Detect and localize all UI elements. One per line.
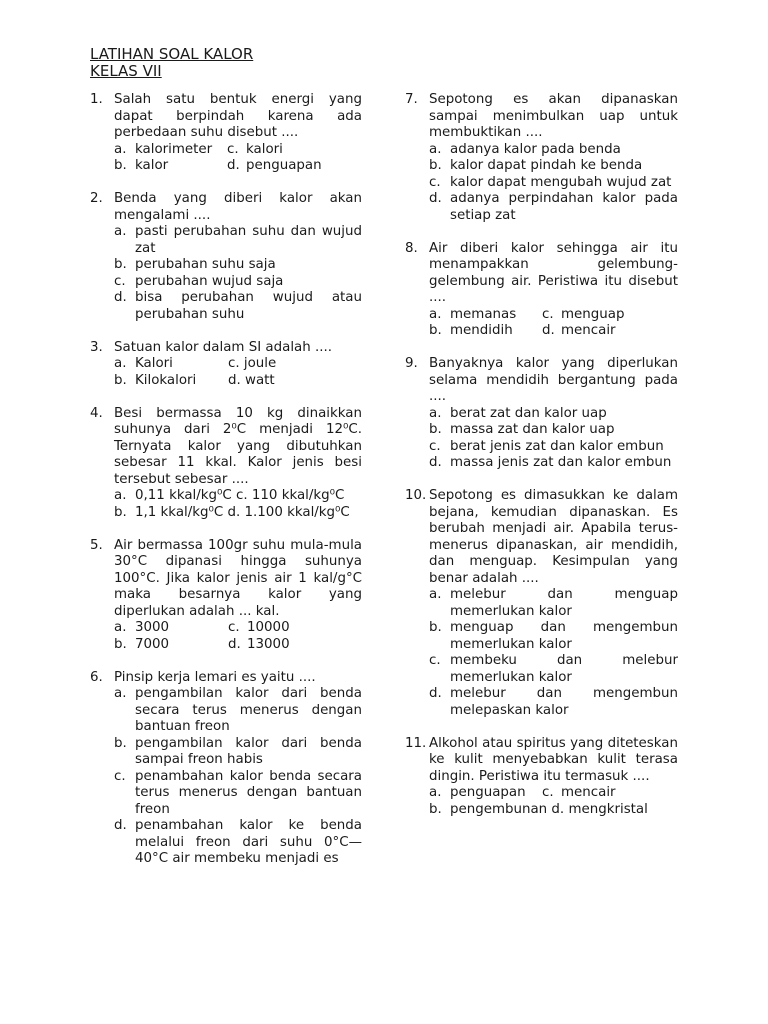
option-text: penguapan [450,785,526,800]
option-letter: a. [429,405,442,421]
option-letter: b. [429,323,442,338]
option-letter: d. [114,818,127,833]
question-text: Banyaknya kalor yang diperlukan selama mendidih bergantung pada .... [429,356,678,404]
option-text: pengembunan d. mengkristal [450,801,648,817]
option-letter: b. [429,620,442,635]
option-d [228,637,290,654]
option-b [429,620,678,653]
option-text: 7000 [135,636,170,652]
option-letter: d. [542,323,555,338]
option-text: Kalori [135,356,173,371]
option-letter: a. [114,488,127,503]
question-number: 6. [90,669,103,685]
option-d [114,818,362,868]
option-row [114,373,362,390]
option-c [228,356,276,373]
option-a [114,686,362,736]
option-c [542,307,624,324]
option-text: menguap dan mengembun memerlukan kalor [450,620,678,652]
option-text: 10000 [247,620,290,635]
right-column [405,92,678,835]
option-letter: b. [114,504,127,520]
question-number: 5. [90,537,103,553]
question-5 [90,538,362,654]
option-text: melebur dan menguap memerlukan kalor [450,587,678,619]
option-text: kalor [135,158,169,173]
option-d [429,191,678,224]
option-text: adanya kalor pada benda [450,141,621,157]
option-row [429,307,678,324]
option-a [429,785,542,802]
option-letter: a. [114,356,127,371]
option-list [429,142,678,225]
option-row [114,158,362,175]
option-a [429,307,542,324]
option-letter: a. [429,587,442,602]
option-c [228,620,290,637]
option-row [114,637,362,654]
option-text: adanya perpindahan kalor pada setiap zat [450,191,678,223]
option-letter: c. [228,620,240,635]
option-text: mendidih [450,323,513,338]
option-list [429,587,678,719]
option-text: perubahan suhu saja [135,257,276,272]
option-letter: c. [542,306,554,322]
option-c [114,769,362,819]
option-c [227,142,283,159]
option-list [114,488,362,521]
option-letter: c. [429,653,441,668]
question-7 [405,92,678,224]
question-text: Salah satu bentuk energi yang dapat berpindah karena ada perbedaan suhu disebut .... [114,92,362,140]
option-b [114,505,362,522]
option-b [429,158,678,175]
option-letter: b. [114,372,127,388]
question-number: 8. [405,240,418,256]
option-b [114,158,227,175]
question-text: Air diberi kalor sehingga air itu menampakkan gelembung-gelembung air. Peristiwa itu disebut .... [429,240,678,305]
option-letter: d. [429,191,442,206]
option-letter: a. [114,224,127,239]
question-text: Satuan kalor dalam SI adalah .... [114,339,333,355]
option-text: penambahan kalor ke benda melalui freon dari suhu 0°C—40°C air membeku menjadi es [135,818,362,866]
question-text: Sepotong es dimasukkan ke dalam bejana, kemudian dipanaskan. Es berubah menjadi air. Apabila terus-menerus dipanaskan, air mendidih, dan menguap. Kesimpulan yang benar adalah .... [429,488,678,586]
question-9 [405,356,678,472]
option-text: d. watt [228,372,275,388]
option-text: Kilokalori [135,372,197,388]
option-letter: b. [114,158,127,173]
option-a [114,356,228,373]
left-column [90,92,362,884]
title-line-1: LATIHAN SOAL KALOR [90,45,254,63]
option-a [114,224,362,257]
option-b [429,422,678,439]
option-text: massa jenis zat dan kalor embun [450,455,672,470]
option-letter: a. [114,141,127,157]
option-d [429,455,678,472]
option-row [429,323,678,340]
option-letter: b. [114,257,127,272]
question-text: Benda yang diberi kalor akan mengalami .... [114,191,362,223]
option-letter: d. [227,158,240,173]
question-number: 2. [90,191,103,206]
option-text: 13000 [247,636,290,652]
option-letter: d. [228,636,241,652]
option-b [114,736,362,769]
option-text: kalorimeter [135,141,213,157]
option-text: kalor dapat mengubah wujud zat [450,174,672,190]
option-text: membeku dan melebur memerlukan kalor [450,653,678,685]
option-c [114,274,362,291]
question-text: Besi bermassa 10 kg dinaikkan suhunya dari 2⁰C menjadi 12⁰C. Ternyata kalor yang dibutuhkan sebesar 11 kkal. Kalor jenis besi tersebut sebesar .... [114,405,362,487]
option-d [542,323,616,340]
option-text: mencair [561,785,616,800]
option-text: 1,1 kkal/kg⁰C d. 1.100 kkal/kg⁰C [135,504,350,520]
question-11 [405,736,678,819]
option-a [429,142,678,159]
option-text: kalor dapat pindah ke benda [450,158,643,173]
option-text: 0,11 kkal/kg⁰C c. 110 kkal/kg⁰C [135,488,345,503]
option-text: pasti perubahan suhu dan wujud zat [135,224,362,256]
option-text: pengambilan kalor dari benda sampai freon habis [135,735,362,767]
option-c [429,175,678,192]
title-line-2: KELAS VII [90,62,162,80]
option-d [228,373,275,390]
option-text: mencair [561,323,616,338]
option-letter: c. [429,438,441,454]
option-c [429,439,678,456]
question-3 [90,340,362,390]
question-2 [90,191,362,323]
question-text: Pinsip kerja lemari es yaitu .... [114,669,316,685]
option-letter: c. [114,273,126,289]
option-row [114,356,362,373]
option-letter: c. [542,785,554,800]
question-number: 3. [90,339,103,355]
question-8 [405,241,678,340]
option-letter: b. [429,422,442,437]
option-list [114,224,362,323]
option-letter: b. [429,801,442,817]
question-6 [90,670,362,868]
question-10 [405,488,678,719]
option-d [429,686,678,719]
option-text: penambahan kalor benda secara terus menerus dengan bantuan freon [135,768,362,817]
option-text: melebur dan mengembun melepaskan kalor [450,686,678,718]
option-row [114,142,362,159]
question-text: Alkohol atau spiritus yang diteteskan ke kulit menyebabkan kulit terasa dingin. Peristiwa itu termasuk .... [429,735,678,784]
option-row [429,785,678,802]
question-number: 10. [405,488,427,503]
option-letter: a. [429,785,442,800]
option-text: penguapan [246,158,322,173]
option-d [227,158,322,175]
question-number: 1. [90,92,103,107]
option-a [114,620,228,637]
option-letter: d. [114,290,127,305]
option-c [542,785,616,802]
option-a [114,488,362,505]
option-text: bisa perubahan wujud atau perubahan suhu [135,290,362,322]
option-letter: a. [429,306,442,322]
question-4 [90,406,362,522]
option-a [429,587,678,620]
option-b [114,257,362,274]
option-letter: d. [429,455,442,470]
option-list [429,406,678,472]
question-number: 9. [405,356,418,371]
option-b [114,637,228,654]
option-row [114,620,362,637]
option-text: berat jenis zat dan kalor embun [450,438,664,454]
option-letter: a. [429,141,442,157]
option-list [114,686,362,868]
option-text: c. joule [228,356,277,371]
question-number: 7. [405,92,418,107]
option-letter: a. [114,686,127,701]
option-b [429,323,542,340]
option-letter: b. [114,636,127,652]
option-text: 3000 [135,620,170,635]
question-text: Air bermassa 100gr suhu mula-mula 30°C dipanasi hingga suhunya 100°C. Jika kalor jenis air 1 kal/g°C maka besarnya kalor yang diperlukan adalah ... kal. [114,537,362,619]
option-letter: c. [227,141,239,157]
option-d [114,290,362,323]
option-b [114,373,228,390]
page-title [90,46,253,80]
option-letter: a. [114,620,127,635]
option-letter: d. [429,686,442,701]
question-1 [90,92,362,175]
option-a [429,406,678,423]
question-text: Sepotong es akan dipanaskan sampai menimbulkan uap untuk membuktikan .... [429,92,678,140]
option-text: menguap [561,306,625,322]
question-number: 11. [405,735,427,751]
option-text: perubahan wujud saja [135,273,284,289]
option-c [429,653,678,686]
option-text: massa zat dan kalor uap [450,422,615,437]
option-letter: c. [114,768,126,784]
option-list [429,802,678,819]
option-letter: b. [114,735,127,751]
option-a [114,142,227,159]
option-text: pengambilan kalor dari benda secara terus menerus dengan bantuan freon [135,686,362,734]
question-number: 4. [90,405,103,421]
option-text: kalori [246,141,283,157]
option-letter: b. [429,158,442,173]
option-text: berat zat dan kalor uap [450,405,607,421]
option-letter: c. [429,174,441,190]
option-b [429,802,678,819]
option-text: memanas [450,306,517,322]
